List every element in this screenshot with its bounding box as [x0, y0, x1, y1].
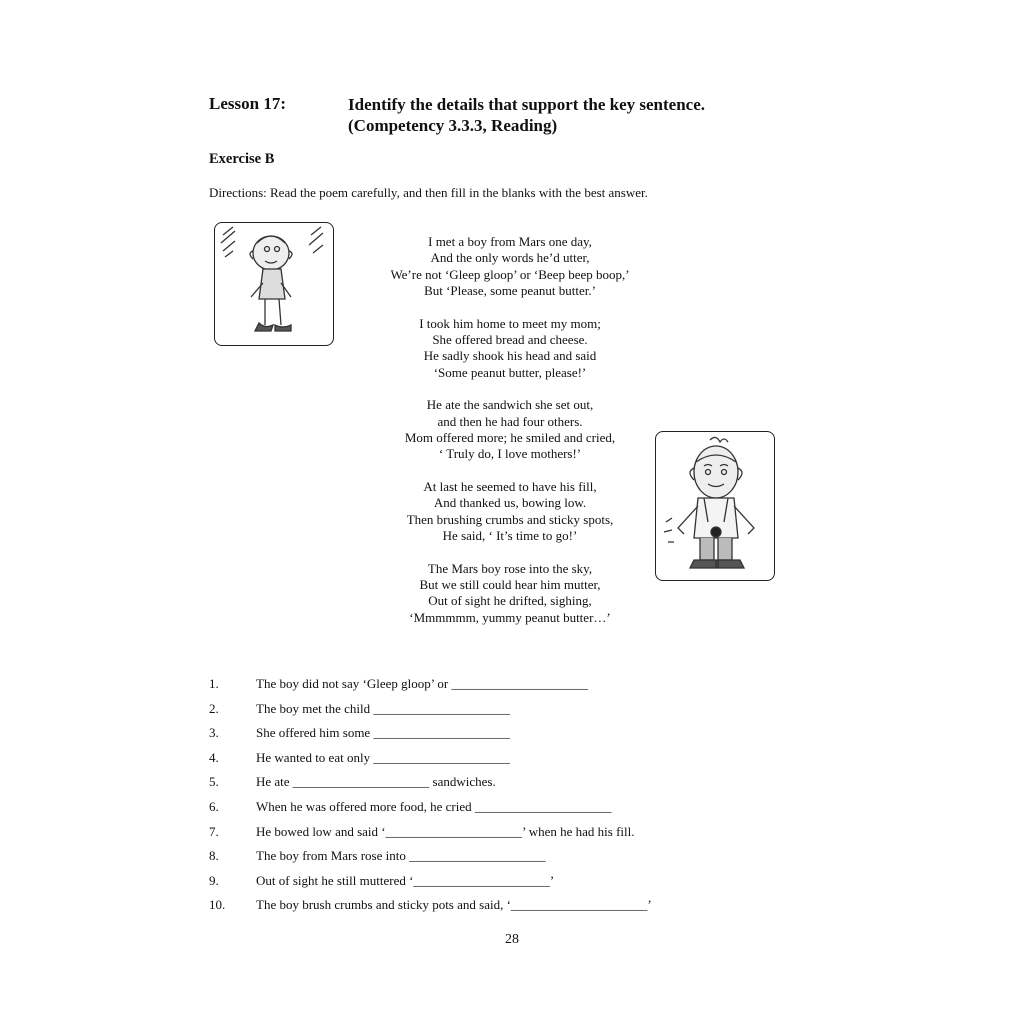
question-text: She offered him some _____________________	[256, 725, 510, 741]
question-number: 1.	[209, 676, 219, 691]
poem-stanza-2	[360, 316, 660, 382]
lesson-title	[348, 94, 705, 136]
question-text: The boy met the child _____________________	[256, 700, 510, 716]
poem-line: ‘Mmmmmm, yummy peanut butter…’	[409, 609, 611, 625]
poem-line: and then he had four others.	[437, 413, 583, 429]
poem-line: ‘ Truly do, I love mothers!’	[438, 446, 582, 462]
poem-line: He said, ‘ It’s time to go!’	[442, 528, 578, 544]
poem-stanza-1	[360, 234, 660, 300]
question-number: 2.	[209, 700, 219, 716]
poem-line: She offered bread and cheese.	[432, 332, 588, 348]
question-text: He wanted to eat only _____________________	[256, 749, 510, 765]
question-text: When he was offered more food, he cried _____________________	[256, 798, 612, 814]
lesson-label: Lesson 17:	[209, 94, 286, 113]
question-number: 7.	[209, 823, 219, 839]
poem-line: But ‘Please, some peanut butter.’	[424, 283, 596, 299]
poem-stanza-3	[360, 397, 660, 463]
question-number: 8.	[209, 848, 219, 864]
question-number: 3.	[209, 725, 219, 741]
question-number: 10.	[209, 897, 226, 913]
poem-line: Mom offered more; he smiled and cried,	[404, 430, 616, 446]
question-number: 4.	[209, 749, 219, 765]
question-text: The boy from Mars rose into _____________________	[256, 848, 546, 864]
poem-line: Out of sight he drifted, sighing,	[428, 593, 592, 609]
question-text: The boy did not say ‘Gleep gloop’ or _____________________	[256, 676, 588, 691]
question-number: 5.	[209, 774, 219, 790]
question-number: 6.	[209, 798, 219, 814]
question-text: He ate _____________________ sandwiches.	[256, 774, 496, 790]
question-text: He bowed low and said ‘_____________________’ when he had his fill.	[256, 823, 635, 839]
poem-line: He ate the sandwich she set out,	[426, 397, 594, 413]
lesson-title-line-2: (Competency 3.3.3, Reading)	[348, 116, 558, 135]
page-number: 28	[505, 932, 519, 947]
poem-stanza-4	[360, 479, 660, 545]
question-text: Out of sight he still muttered ‘_____________________’	[256, 872, 555, 888]
exercise-heading: Exercise B	[209, 151, 275, 167]
poem-stanza-5	[360, 561, 660, 627]
poem-line: But we still could hear him mutter,	[419, 576, 601, 592]
poem	[360, 234, 660, 642]
mars-boy-standing-drawing	[656, 432, 774, 580]
poem-line: Then brushing crumbs and sticky spots,	[406, 511, 614, 527]
poem-line: ‘Some peanut butter, please!’	[433, 364, 587, 380]
question-text: The boy brush crumbs and sticky pots and said, ‘_____________________’	[256, 897, 652, 913]
poem-line: We’re not ‘Gleep gloop’ or ‘Beep beep boop,’	[390, 266, 630, 282]
poem-line: And the only words he’d utter,	[430, 250, 590, 266]
mars-boy-standing-illustration	[655, 431, 775, 581]
mars-boy-walking-illustration	[214, 222, 334, 346]
poem-line: I took him home to meet my mom;	[419, 315, 601, 331]
poem-line: The Mars boy rose into the sky,	[427, 560, 593, 576]
mars-boy-walking-drawing	[215, 223, 333, 345]
question-number: 9.	[209, 872, 219, 888]
poem-line: He sadly shook his head and said	[423, 348, 597, 364]
poem-line: I met a boy from Mars one day,	[428, 234, 592, 249]
poem-line: And thanked us, bowing low.	[433, 495, 587, 511]
directions-text: Directions: Read the poem carefully, and then fill in the blanks with the best answer.	[209, 185, 648, 200]
lesson-title-line-1: Identify the details that support the key sentence.	[348, 95, 705, 114]
poem-line: At last he seemed to have his fill,	[423, 478, 597, 494]
